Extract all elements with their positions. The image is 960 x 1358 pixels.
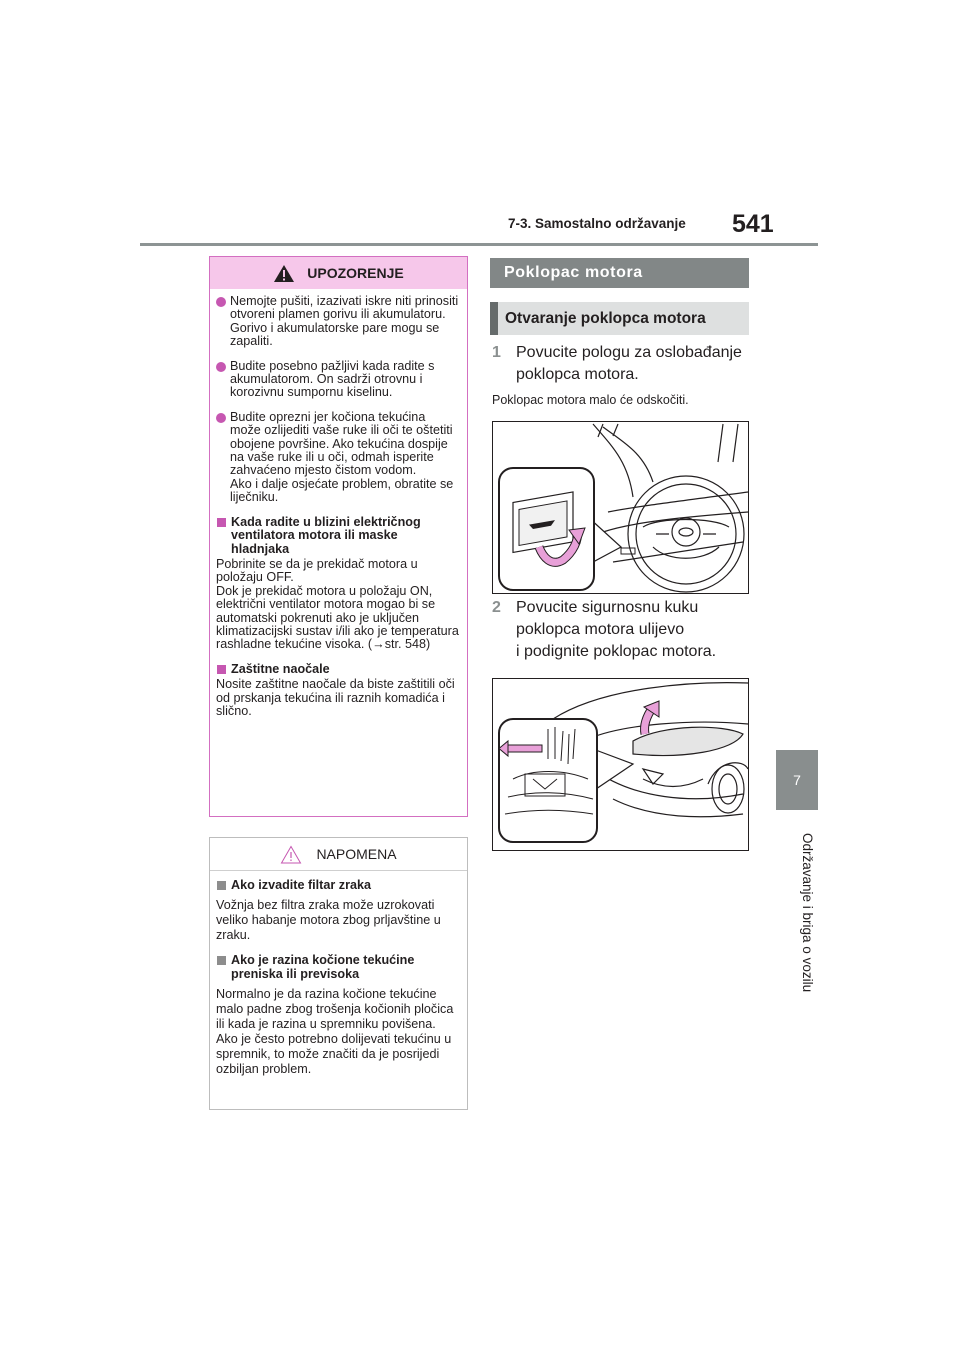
- hood-catch-illustration: [493, 679, 748, 850]
- square-bullet: [217, 665, 226, 674]
- note-header: [210, 838, 467, 871]
- warning-bullet: Nemojte pušiti, izazivati iskre niti prinositi otvoreni plamen gorivu ili akumulatoru. Gorivo i akumulatorske pare mogu se zapaliti.: [216, 295, 459, 349]
- step-1-note: Poklopac motora malo će odskočiti.: [492, 393, 689, 407]
- warning-paragraph: Pobrinite se da je prekidač motora u položaju OFF. Dok je prekidač motora u položaju ON, električni ventilator motora mogao bi se automatski pokrenuti ako je uključen klimatizacijski sustav i/ili ako je temperatura rashladne tekućine visoka. (→str. 548): [216, 556, 459, 652]
- caution-triangle-icon: [280, 845, 302, 864]
- chapter-number: 7: [793, 772, 801, 788]
- hood-release-figure: [492, 421, 749, 594]
- square-bullet: [217, 881, 226, 890]
- warning-subheading: Zaštitne naočale: [216, 663, 459, 676]
- hood-catch-figure: [492, 678, 749, 851]
- warning-subheading: Kada radite u blizini električnog ventilatora motora ili maske hladnjaka: [216, 516, 459, 556]
- note-paragraph: Normalno je da razina kočione tekućine malo padne zbog trošenja kočionih pločica ili kada je razina u spremniku povišena. Ako je često potrebno dolijevati tekućinu u spremnik, to može značiti da je posrijedi ozbiljan problem.: [216, 987, 454, 1077]
- note-subheading: Ako je razina kočione tekućine preniska ili previsoka: [216, 954, 459, 981]
- step-number: 1: [492, 344, 501, 361]
- header-rule: [140, 243, 818, 246]
- warning-bullet: Budite posebno pažljivi kada radite s akumulatorom. On sadrži otrovnu i korozivnu sumpornu kiselinu.: [216, 360, 459, 400]
- square-bullet: [217, 956, 226, 965]
- section-title: Poklopac motora: [490, 258, 749, 288]
- bullet-dot: [216, 413, 226, 423]
- step-2: 2 Povucite sigurnosnu kuku poklopca motora ulijevo i podignite poklopac motora.: [492, 599, 717, 660]
- bullet-dot: [216, 297, 226, 307]
- section-header: 7-3. Samostalno održavanje: [508, 216, 686, 231]
- bullet-dot: [216, 362, 226, 372]
- step-1: 1 Povucite pologu za oslobađanje poklopca motora.: [492, 344, 742, 383]
- warning-box: [209, 256, 468, 817]
- subsection-title: Otvaranje poklopca motora: [490, 302, 749, 335]
- hood-release-illustration: [493, 422, 748, 593]
- chapter-tab: [776, 750, 818, 810]
- step-number: 2: [492, 599, 501, 616]
- note-paragraph: Vožnja bez filtra zraka može uzrokovati veliko habanje motora zbog prljavštine u zraku.: [216, 898, 441, 943]
- square-bullet: [217, 518, 226, 527]
- warning-header: [210, 257, 467, 289]
- page-number: 541: [732, 210, 774, 238]
- warning-bullet: Budite oprezni jer kočiona tekućina može ozlijediti vaše ruke ili oči te oštetiti obojene površine. Ako tekućina dospije na vaše ruke ili u oči, odmah isperite zahvaćeno mjesto čistom vodom. Ako i dalje osjećate problem, obratite se liječniku.: [216, 411, 459, 505]
- warning-paragraph: Nosite zaštitne naočale da biste zaštitili oči od prskanja tekućina ili raznih komadića i slično.: [216, 677, 455, 718]
- note-box: [209, 837, 468, 1110]
- chapter-title: Održavanje i briga o vozilu: [800, 833, 815, 993]
- note-title: NAPOMENA: [316, 846, 397, 862]
- warning-triangle-icon: [273, 264, 295, 283]
- warning-title: UPOZORENJE: [307, 265, 404, 281]
- note-subheading: Ako izvadite filtar zraka: [216, 879, 459, 892]
